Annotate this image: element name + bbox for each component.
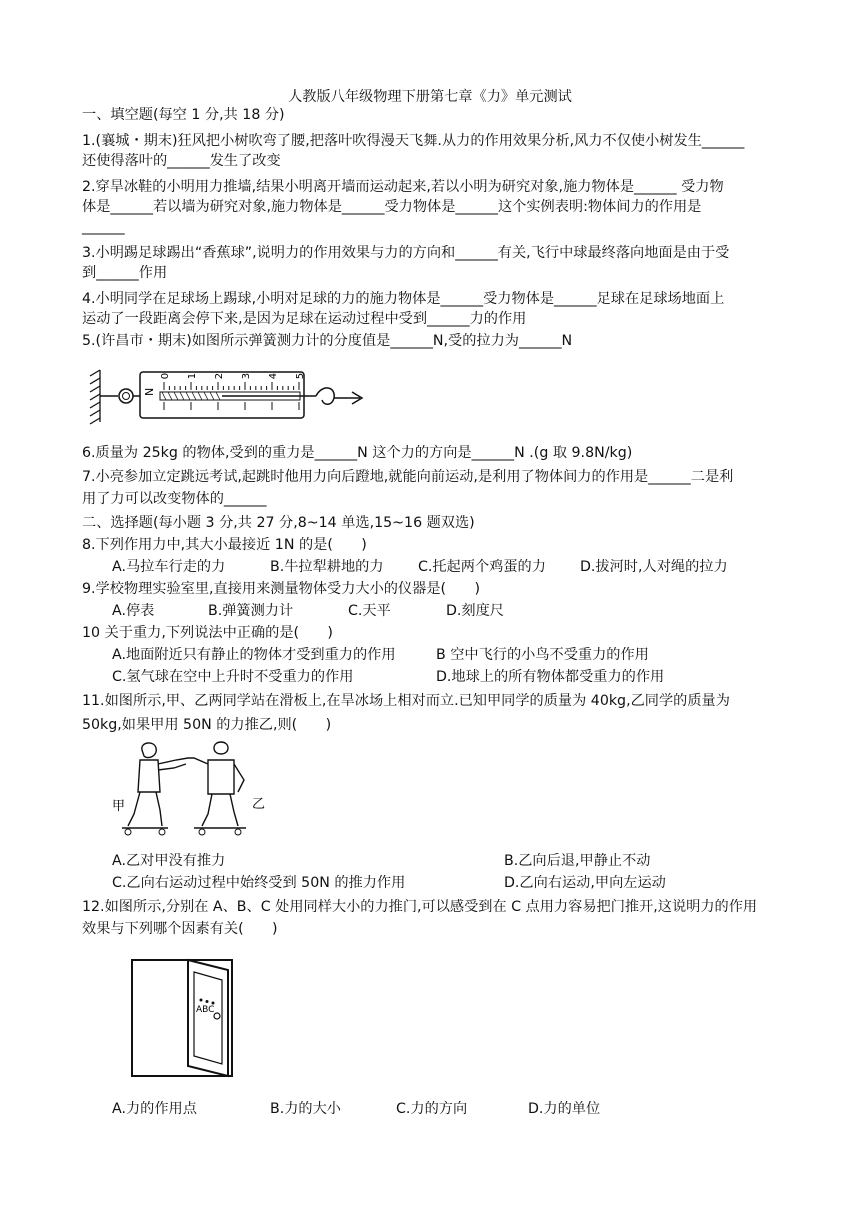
door-handle	[214, 1013, 220, 1019]
question-9-option-d: D.刻度尺	[446, 603, 504, 619]
question-11-option-a: A.乙对甲没有推力	[112, 853, 226, 869]
question-7-line-1: 7.小亮参加立定跳远考试,起跳时他用力向后蹬地,就能向前运动,是利用了物体间力的作用是______二是利	[82, 469, 734, 485]
question-11-option-c: C.乙向右运动过程中始终受到 50N 的推力作用	[112, 875, 406, 891]
tick-label-0: 0	[160, 372, 171, 380]
question-11-line-2: 50kg,如果甲用 50N 的力推乙,则( )	[82, 717, 332, 733]
question-5-line-1: 5.(许昌市・期末)如图所示弹簧测力计的分度值是______N,受的拉力为______N	[82, 333, 573, 349]
board-wheel	[199, 829, 205, 835]
question-10-option-d: D.地球上的所有物体都受重力的作用	[436, 669, 665, 685]
question-10-option-a: A.地面附近只有静止的物体才受到重力的作用	[112, 647, 396, 663]
skateboard-figure	[110, 740, 270, 840]
question-1-line-2: 还使得落叶的______发生了改变	[82, 153, 281, 169]
tick-label-3: 3	[241, 372, 252, 380]
question-10-option-b: B 空中飞行的小鸟不受重力的作用	[436, 647, 649, 663]
tick-label-4: 4	[268, 372, 279, 380]
board-wheel	[235, 829, 241, 835]
tick-label-1: 1	[187, 372, 198, 380]
label-jia: 甲	[112, 799, 126, 814]
question-6-line-1: 6.质量为 25kg 的物体,受到的重力是______N 这个力的方向是______N .(g 取 9.8N/kg)	[82, 445, 633, 461]
question-9-option-c: C.天平	[348, 603, 391, 619]
question-10-option-c: C.氢气球在空中上升时不受重力的作用	[112, 669, 354, 685]
person-yi	[188, 742, 246, 828]
question-9-stem: 9.学校物理实验室里,直接用来测量物体受力大小的仪器是( )	[82, 581, 480, 597]
wall-hatch	[90, 370, 100, 424]
door-point-labels: ABC	[196, 1005, 215, 1015]
question-4-line-2: 运动了一段距离会停下来,是因为足球在运动过程中受到______力的作用	[82, 311, 527, 327]
question-12-option-a: A.力的作用点	[112, 1101, 197, 1117]
person-jia	[122, 743, 188, 828]
question-11-option-b: B.乙向后退,甲静止不动	[504, 853, 651, 869]
question-9-option-a: A.停表	[112, 603, 155, 619]
question-2-line-3: ______	[82, 219, 125, 235]
question-4-line-1: 4.小明同学在足球场上踢球,小明对足球的力的施力物体是______受力物体是______足球在足球场地面上	[82, 291, 725, 307]
board-wheel	[125, 829, 131, 835]
question-12-line-1: 12.如图所示,分别在 A、B、C 处用同样大小的力推门,可以感受到在 C 点用力容易把门推开,这说明力的作用	[82, 899, 758, 915]
section-heading-multiple-choice: 二、选择题(每小题 3 分,共 27 分,8~14 单选,15~16 题双选)	[82, 515, 475, 531]
question-8-option-d: D.拔河时,人对绳的拉力	[580, 559, 728, 575]
question-8-stem: 8.下列作用力中,其大小最接近 1N 的是( )	[82, 537, 367, 553]
question-8-option-a: A.马拉车行走的力	[112, 559, 226, 575]
scale-hook	[316, 388, 334, 404]
tick-label-5: 5	[295, 372, 306, 380]
question-12-option-c: C.力的方向	[396, 1101, 468, 1117]
label-yi: 乙	[252, 797, 266, 812]
question-11-option-d: D.乙向右运动,甲向左运动	[504, 875, 666, 891]
question-3-line-1: 3.小明踢足球踢出“香蕉球”,说明力的作用效果与力的方向和______有关,飞行中球最终落向地面是由于受	[82, 245, 730, 261]
question-10-stem: 10 关于重力,下列说法中正确的是( )	[82, 625, 333, 641]
question-3-line-2: 到______作用	[82, 265, 168, 281]
question-2-line-1: 2.穿旱冰鞋的小明用力推墙,结果小明离开墙而运动起来,若以小明为研究对象,施力物体是______ 受力物	[82, 179, 724, 195]
tick-label-2: 2	[214, 372, 225, 380]
question-2-line-2: 体是______若以墙为研究对象,施力物体是______受力物体是______这个实例表明:物体间力的作用是	[82, 199, 702, 215]
question-12-option-b: B.力的大小	[270, 1101, 341, 1117]
question-7-line-2: 用了力可以改变物体的______	[82, 491, 267, 507]
page-title: 人教版八年级物理下册第七章《力》单元测试	[288, 89, 572, 105]
door-figure	[128, 956, 240, 1080]
question-9-option-b: B.弹簧测力计	[208, 603, 294, 619]
question-12-option-d: D.力的单位	[528, 1101, 601, 1117]
question-12-line-2: 效果与下列哪个因素有关( )	[82, 921, 278, 937]
question-8-option-b: B.牛拉犁耕地的力	[270, 559, 384, 575]
question-11-line-1: 11.如图所示,甲、乙两同学站在滑板上,在旱冰场上相对而立.已知甲同学的质量为 40kg,乙同学的质量为	[82, 693, 730, 709]
board-wheel	[159, 829, 165, 835]
question-8-option-c: C.托起两个鸡蛋的力	[418, 559, 546, 575]
question-1-line-1: 1.(襄城・期末)狂风把小树吹弯了腰,把落叶吹得漫天飞舞.从力的作用效果分析,风力不仅使小树发生______	[82, 133, 745, 149]
scale-unit-label: N	[143, 387, 156, 396]
spring-scale-figure	[88, 366, 378, 426]
scale-ring	[119, 389, 133, 403]
section-heading-fill-blank: 一、填空题(每空 1 分,共 18 分)	[82, 107, 285, 123]
